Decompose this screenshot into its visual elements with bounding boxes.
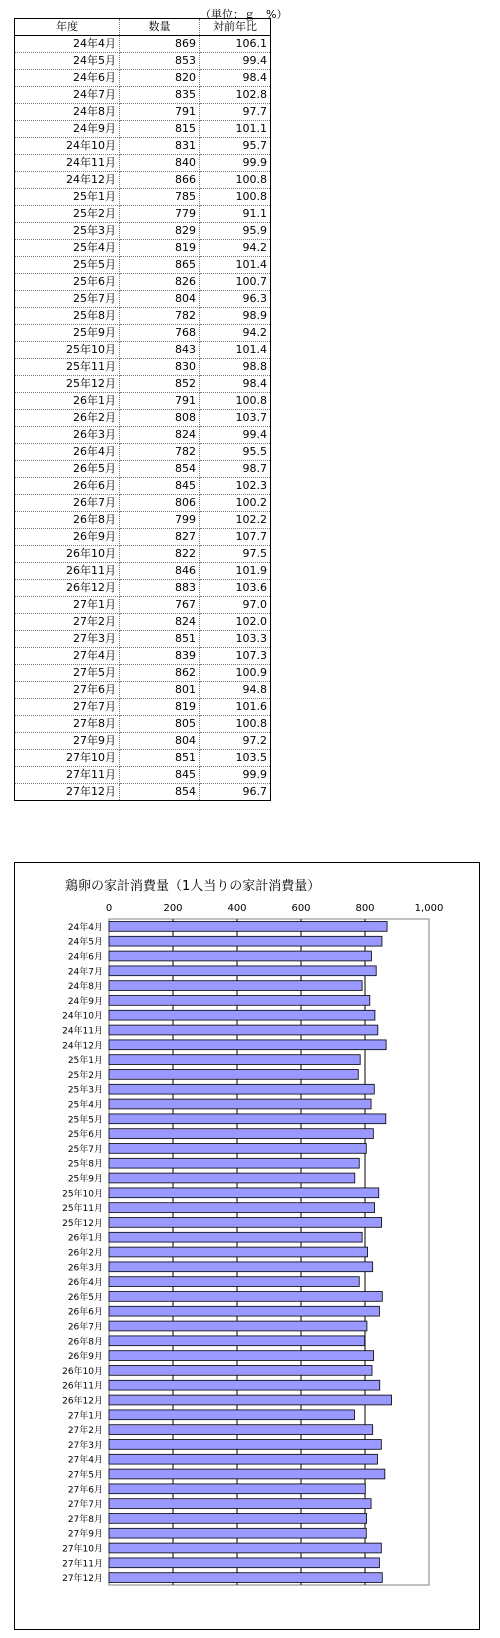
quantity-cell: 851 (120, 631, 200, 648)
month-cell: 25年2月 (15, 206, 120, 223)
quantity-cell: 767 (120, 597, 200, 614)
month-cell: 27年4月 (15, 648, 120, 665)
quantity-cell: 791 (120, 393, 200, 410)
month-cell: 25年8月 (15, 308, 120, 325)
yoy-cell: 97.5 (200, 546, 271, 563)
y-tick-label: 27年9月 (67, 1529, 103, 1540)
y-tick-label: 26年9月 (67, 1352, 103, 1363)
quantity-cell: 805 (120, 716, 200, 733)
y-tick-label: 27年1月 (67, 1411, 103, 1422)
month-cell: 27年6月 (15, 682, 120, 699)
yoy-cell: 95.5 (200, 444, 271, 461)
month-cell: 26年11月 (15, 563, 120, 580)
table-header-row (15, 19, 271, 36)
yoy-cell: 100.8 (200, 172, 271, 189)
y-tick-label: 25年8月 (67, 1159, 103, 1170)
y-tick-label: 25年3月 (67, 1085, 103, 1096)
bar (109, 1247, 368, 1257)
month-cell: 25年4月 (15, 240, 120, 257)
bar (109, 1188, 379, 1198)
y-tick-label: 24年9月 (67, 996, 103, 1007)
yoy-cell: 100.9 (200, 665, 271, 682)
table-row (15, 767, 271, 784)
quantity-cell: 785 (120, 189, 200, 206)
table-row (15, 750, 271, 767)
yoy-cell: 103.7 (200, 410, 271, 427)
table-row (15, 648, 271, 665)
quantity-cell: 782 (120, 444, 200, 461)
table-row (15, 580, 271, 597)
quantity-cell: 835 (120, 87, 200, 104)
quantity-cell: 845 (120, 478, 200, 495)
y-tick-label: 24年12月 (62, 1041, 103, 1052)
y-tick-label: 26年8月 (67, 1337, 103, 1348)
yoy-cell: 99.4 (200, 427, 271, 444)
bar (109, 1084, 374, 1094)
month-cell: 27年11月 (15, 767, 120, 784)
table-row (15, 274, 271, 291)
table-row (15, 36, 271, 53)
yoy-cell: 98.8 (200, 359, 271, 376)
table-row (15, 495, 271, 512)
bar (109, 966, 376, 976)
quantity-cell: 883 (120, 580, 200, 597)
table-row (15, 563, 271, 580)
yoy-cell: 97.7 (200, 104, 271, 121)
y-tick-label: 27年10月 (62, 1544, 103, 1555)
y-tick-label: 24年5月 (67, 937, 103, 948)
bar (109, 1528, 366, 1538)
month-cell: 26年10月 (15, 546, 120, 563)
table-row (15, 665, 271, 682)
bar (109, 1099, 371, 1109)
y-tick-label: 27年11月 (62, 1559, 103, 1570)
bar (109, 1558, 379, 1568)
y-tick-label: 26年12月 (62, 1396, 103, 1407)
bar (109, 936, 382, 946)
y-tick-label: 27年8月 (67, 1514, 103, 1525)
table-row (15, 512, 271, 529)
month-cell: 24年8月 (15, 104, 120, 121)
bar (109, 1158, 359, 1168)
table-row (15, 104, 271, 121)
yoy-cell: 97.2 (200, 733, 271, 750)
table-row (15, 393, 271, 410)
bar (109, 1055, 360, 1065)
month-cell: 26年9月 (15, 529, 120, 546)
bar (109, 1114, 386, 1124)
month-cell: 27年10月 (15, 750, 120, 767)
yoy-cell: 94.8 (200, 682, 271, 699)
quantity-cell: 854 (120, 784, 200, 801)
quantity-cell: 820 (120, 70, 200, 87)
bar (109, 1380, 380, 1390)
quantity-cell: 869 (120, 36, 200, 53)
bar (109, 1484, 365, 1494)
month-cell: 25年12月 (15, 376, 120, 393)
bar (109, 981, 362, 991)
x-tick-label: 800 (355, 903, 375, 914)
yoy-cell: 98.4 (200, 70, 271, 87)
quantity-cell: 862 (120, 665, 200, 682)
quantity-cell: 806 (120, 495, 200, 512)
table-row (15, 376, 271, 393)
bar (109, 1469, 385, 1479)
quantity-cell: 831 (120, 138, 200, 155)
table-row (15, 291, 271, 308)
table-row (15, 427, 271, 444)
quantity-cell: 782 (120, 308, 200, 325)
month-cell: 26年3月 (15, 427, 120, 444)
bar (109, 1543, 381, 1553)
y-tick-label: 25年7月 (67, 1144, 103, 1155)
bar (109, 1351, 374, 1361)
y-tick-label: 26年10月 (62, 1366, 103, 1377)
table-row (15, 597, 271, 614)
yoy-cell: 98.7 (200, 461, 271, 478)
month-cell: 26年2月 (15, 410, 120, 427)
x-tick-label: 200 (163, 903, 183, 914)
month-cell: 24年4月 (15, 36, 120, 53)
bar (109, 1366, 372, 1376)
bar (109, 1292, 382, 1302)
yoy-cell: 99.9 (200, 767, 271, 784)
quantity-cell: 840 (120, 155, 200, 172)
x-tick-label: 600 (291, 903, 311, 914)
table-row (15, 172, 271, 189)
yoy-cell: 103.6 (200, 580, 271, 597)
table-row (15, 733, 271, 750)
x-tick-label: 1,000 (414, 903, 444, 914)
bar (109, 1306, 379, 1316)
table-row (15, 716, 271, 733)
yoy-cell: 99.9 (200, 155, 271, 172)
month-cell: 25年7月 (15, 291, 120, 308)
y-tick-label: 27年6月 (67, 1485, 103, 1496)
y-tick-label: 26年4月 (67, 1278, 103, 1289)
yoy-cell: 97.0 (200, 597, 271, 614)
quantity-cell: 829 (120, 223, 200, 240)
y-tick-label: 26年1月 (67, 1233, 103, 1244)
table-row (15, 240, 271, 257)
bar (109, 1336, 365, 1346)
table-row (15, 478, 271, 495)
month-cell: 26年5月 (15, 461, 120, 478)
yoy-cell: 103.3 (200, 631, 271, 648)
month-cell: 24年11月 (15, 155, 120, 172)
quantity-cell: 819 (120, 699, 200, 716)
bar (109, 1025, 378, 1035)
table-row (15, 359, 271, 376)
y-tick-label: 26年11月 (62, 1381, 103, 1392)
quantity-cell: 853 (120, 53, 200, 70)
quantity-cell: 846 (120, 563, 200, 580)
bar (109, 1203, 375, 1213)
quantity-cell: 827 (120, 529, 200, 546)
yoy-cell: 107.7 (200, 529, 271, 546)
bar (109, 1232, 362, 1242)
table-row (15, 342, 271, 359)
quantity-cell: 768 (120, 325, 200, 342)
yoy-cell: 101.9 (200, 563, 271, 580)
yoy-cell: 94.2 (200, 325, 271, 342)
quantity-cell: 852 (120, 376, 200, 393)
yoy-cell: 101.1 (200, 121, 271, 138)
yoy-cell: 95.9 (200, 223, 271, 240)
y-tick-label: 24年10月 (62, 1011, 103, 1022)
month-cell: 26年1月 (15, 393, 120, 410)
table-row (15, 444, 271, 461)
yoy-cell: 100.8 (200, 189, 271, 206)
bar (109, 1321, 367, 1331)
table-row (15, 121, 271, 138)
month-cell: 25年3月 (15, 223, 120, 240)
quantity-cell: 866 (120, 172, 200, 189)
quantity-cell: 851 (120, 750, 200, 767)
bar (109, 1440, 381, 1450)
y-tick-label: 24年8月 (67, 982, 103, 993)
consumption-table (14, 18, 271, 801)
quantity-cell: 819 (120, 240, 200, 257)
table-row (15, 138, 271, 155)
month-cell: 24年9月 (15, 121, 120, 138)
x-tick-label: 0 (105, 903, 113, 914)
bar (109, 996, 370, 1006)
month-cell: 27年9月 (15, 733, 120, 750)
month-cell: 26年7月 (15, 495, 120, 512)
bar (109, 1573, 382, 1583)
y-tick-label: 27年4月 (67, 1455, 103, 1466)
quantity-cell: 839 (120, 648, 200, 665)
quantity-cell: 808 (120, 410, 200, 427)
table-row (15, 631, 271, 648)
y-tick-label: 25年10月 (62, 1189, 103, 1200)
bar (109, 1395, 392, 1405)
bar (109, 1454, 377, 1464)
table-row (15, 546, 271, 563)
y-tick-label: 27年12月 (62, 1574, 103, 1585)
yoy-cell: 98.4 (200, 376, 271, 393)
quantity-cell: 826 (120, 274, 200, 291)
bar (109, 1425, 373, 1435)
bar (109, 922, 387, 932)
header-year: 年度 (15, 19, 120, 36)
yoy-cell: 102.0 (200, 614, 271, 631)
quantity-cell: 779 (120, 206, 200, 223)
yoy-cell: 94.2 (200, 240, 271, 257)
table-row (15, 223, 271, 240)
table-row (15, 53, 271, 70)
y-tick-label: 24年6月 (67, 952, 103, 963)
bar (109, 1010, 375, 1020)
month-cell: 27年12月 (15, 784, 120, 801)
month-cell: 27年2月 (15, 614, 120, 631)
bar (109, 1070, 358, 1080)
bar (109, 1410, 354, 1420)
y-tick-label: 25年6月 (67, 1130, 103, 1141)
table-row (15, 189, 271, 206)
y-tick-label: 26年5月 (67, 1292, 103, 1303)
month-cell: 24年7月 (15, 87, 120, 104)
yoy-cell: 100.8 (200, 393, 271, 410)
yoy-cell: 91.1 (200, 206, 271, 223)
month-cell: 24年10月 (15, 138, 120, 155)
yoy-cell: 100.2 (200, 495, 271, 512)
month-cell: 27年5月 (15, 665, 120, 682)
table-row (15, 308, 271, 325)
bar (109, 1277, 359, 1287)
bar (109, 1262, 373, 1272)
table-row (15, 682, 271, 699)
yoy-cell: 106.1 (200, 36, 271, 53)
month-cell: 27年3月 (15, 631, 120, 648)
yoy-cell: 99.4 (200, 53, 271, 70)
month-cell: 25年9月 (15, 325, 120, 342)
table-row (15, 206, 271, 223)
y-tick-label: 24年4月 (67, 922, 103, 933)
bar (109, 1499, 371, 1509)
yoy-cell: 100.7 (200, 274, 271, 291)
table-row (15, 70, 271, 87)
table-row (15, 461, 271, 478)
y-tick-label: 27年3月 (67, 1440, 103, 1451)
month-cell: 27年1月 (15, 597, 120, 614)
y-tick-label: 25年9月 (67, 1174, 103, 1185)
quantity-cell: 791 (120, 104, 200, 121)
quantity-cell: 824 (120, 427, 200, 444)
y-tick-label: 26年6月 (67, 1307, 103, 1318)
table-row (15, 155, 271, 172)
x-tick-label: 400 (227, 903, 247, 914)
bar (109, 1144, 366, 1154)
y-tick-label: 25年1月 (67, 1056, 103, 1067)
month-cell: 24年5月 (15, 53, 120, 70)
quantity-cell: 824 (120, 614, 200, 631)
yoy-cell: 100.8 (200, 716, 271, 733)
quantity-cell: 830 (120, 359, 200, 376)
y-tick-label: 25年11月 (62, 1204, 103, 1215)
y-tick-label: 25年4月 (67, 1100, 103, 1111)
month-cell: 26年6月 (15, 478, 120, 495)
table-row (15, 410, 271, 427)
month-cell: 26年8月 (15, 512, 120, 529)
chart-panel (14, 862, 480, 1630)
unit-label: （単位：ｇ %） (200, 8, 288, 21)
y-tick-label: 27年2月 (67, 1426, 103, 1437)
month-cell: 26年12月 (15, 580, 120, 597)
yoy-cell: 107.3 (200, 648, 271, 665)
y-tick-label: 25年12月 (62, 1218, 103, 1229)
y-tick-label: 25年2月 (67, 1070, 103, 1081)
month-cell: 27年7月 (15, 699, 120, 716)
table-row (15, 529, 271, 546)
bar (109, 1129, 373, 1139)
quantity-cell: 865 (120, 257, 200, 274)
header-quantity: 数量 (120, 19, 200, 36)
quantity-cell: 801 (120, 682, 200, 699)
yoy-cell: 96.3 (200, 291, 271, 308)
y-tick-label: 27年7月 (67, 1500, 103, 1511)
table-row (15, 614, 271, 631)
month-cell: 25年11月 (15, 359, 120, 376)
quantity-cell: 815 (120, 121, 200, 138)
yoy-cell: 102.3 (200, 478, 271, 495)
chart-title: 鶏卵の家計消費量（1人当りの家計消費量） (65, 879, 321, 894)
yoy-cell: 101.4 (200, 342, 271, 359)
bar (109, 951, 371, 961)
bar (109, 1514, 367, 1524)
quantity-cell: 799 (120, 512, 200, 529)
month-cell: 27年8月 (15, 716, 120, 733)
quantity-cell: 822 (120, 546, 200, 563)
month-cell: 25年10月 (15, 342, 120, 359)
y-tick-label: 26年2月 (67, 1248, 103, 1259)
quantity-cell: 854 (120, 461, 200, 478)
yoy-cell: 96.7 (200, 784, 271, 801)
y-tick-label: 26年3月 (67, 1263, 103, 1274)
y-tick-label: 24年11月 (62, 1026, 103, 1037)
month-cell: 25年5月 (15, 257, 120, 274)
bar (109, 1040, 386, 1050)
bar-chart (15, 863, 479, 1629)
bar (109, 1218, 382, 1228)
month-cell: 24年6月 (15, 70, 120, 87)
yoy-cell: 103.5 (200, 750, 271, 767)
yoy-cell: 101.6 (200, 699, 271, 716)
table-row (15, 87, 271, 104)
yoy-cell: 98.9 (200, 308, 271, 325)
quantity-cell: 804 (120, 733, 200, 750)
y-tick-label: 25年5月 (67, 1115, 103, 1126)
yoy-cell: 102.2 (200, 512, 271, 529)
month-cell: 26年4月 (15, 444, 120, 461)
bar (109, 1173, 355, 1183)
table-row (15, 784, 271, 801)
yoy-cell: 95.7 (200, 138, 271, 155)
y-tick-label: 26年7月 (67, 1322, 103, 1333)
quantity-cell: 804 (120, 291, 200, 308)
month-cell: 24年12月 (15, 172, 120, 189)
quantity-cell: 843 (120, 342, 200, 359)
yoy-cell: 101.4 (200, 257, 271, 274)
table-row (15, 257, 271, 274)
month-cell: 25年1月 (15, 189, 120, 206)
header-yoy: 対前年比 (200, 19, 271, 36)
y-tick-label: 24年7月 (67, 967, 103, 978)
yoy-cell: 102.8 (200, 87, 271, 104)
month-cell: 25年6月 (15, 274, 120, 291)
table-row (15, 699, 271, 716)
quantity-cell: 845 (120, 767, 200, 784)
table-row (15, 325, 271, 342)
y-tick-label: 27年5月 (67, 1470, 103, 1481)
